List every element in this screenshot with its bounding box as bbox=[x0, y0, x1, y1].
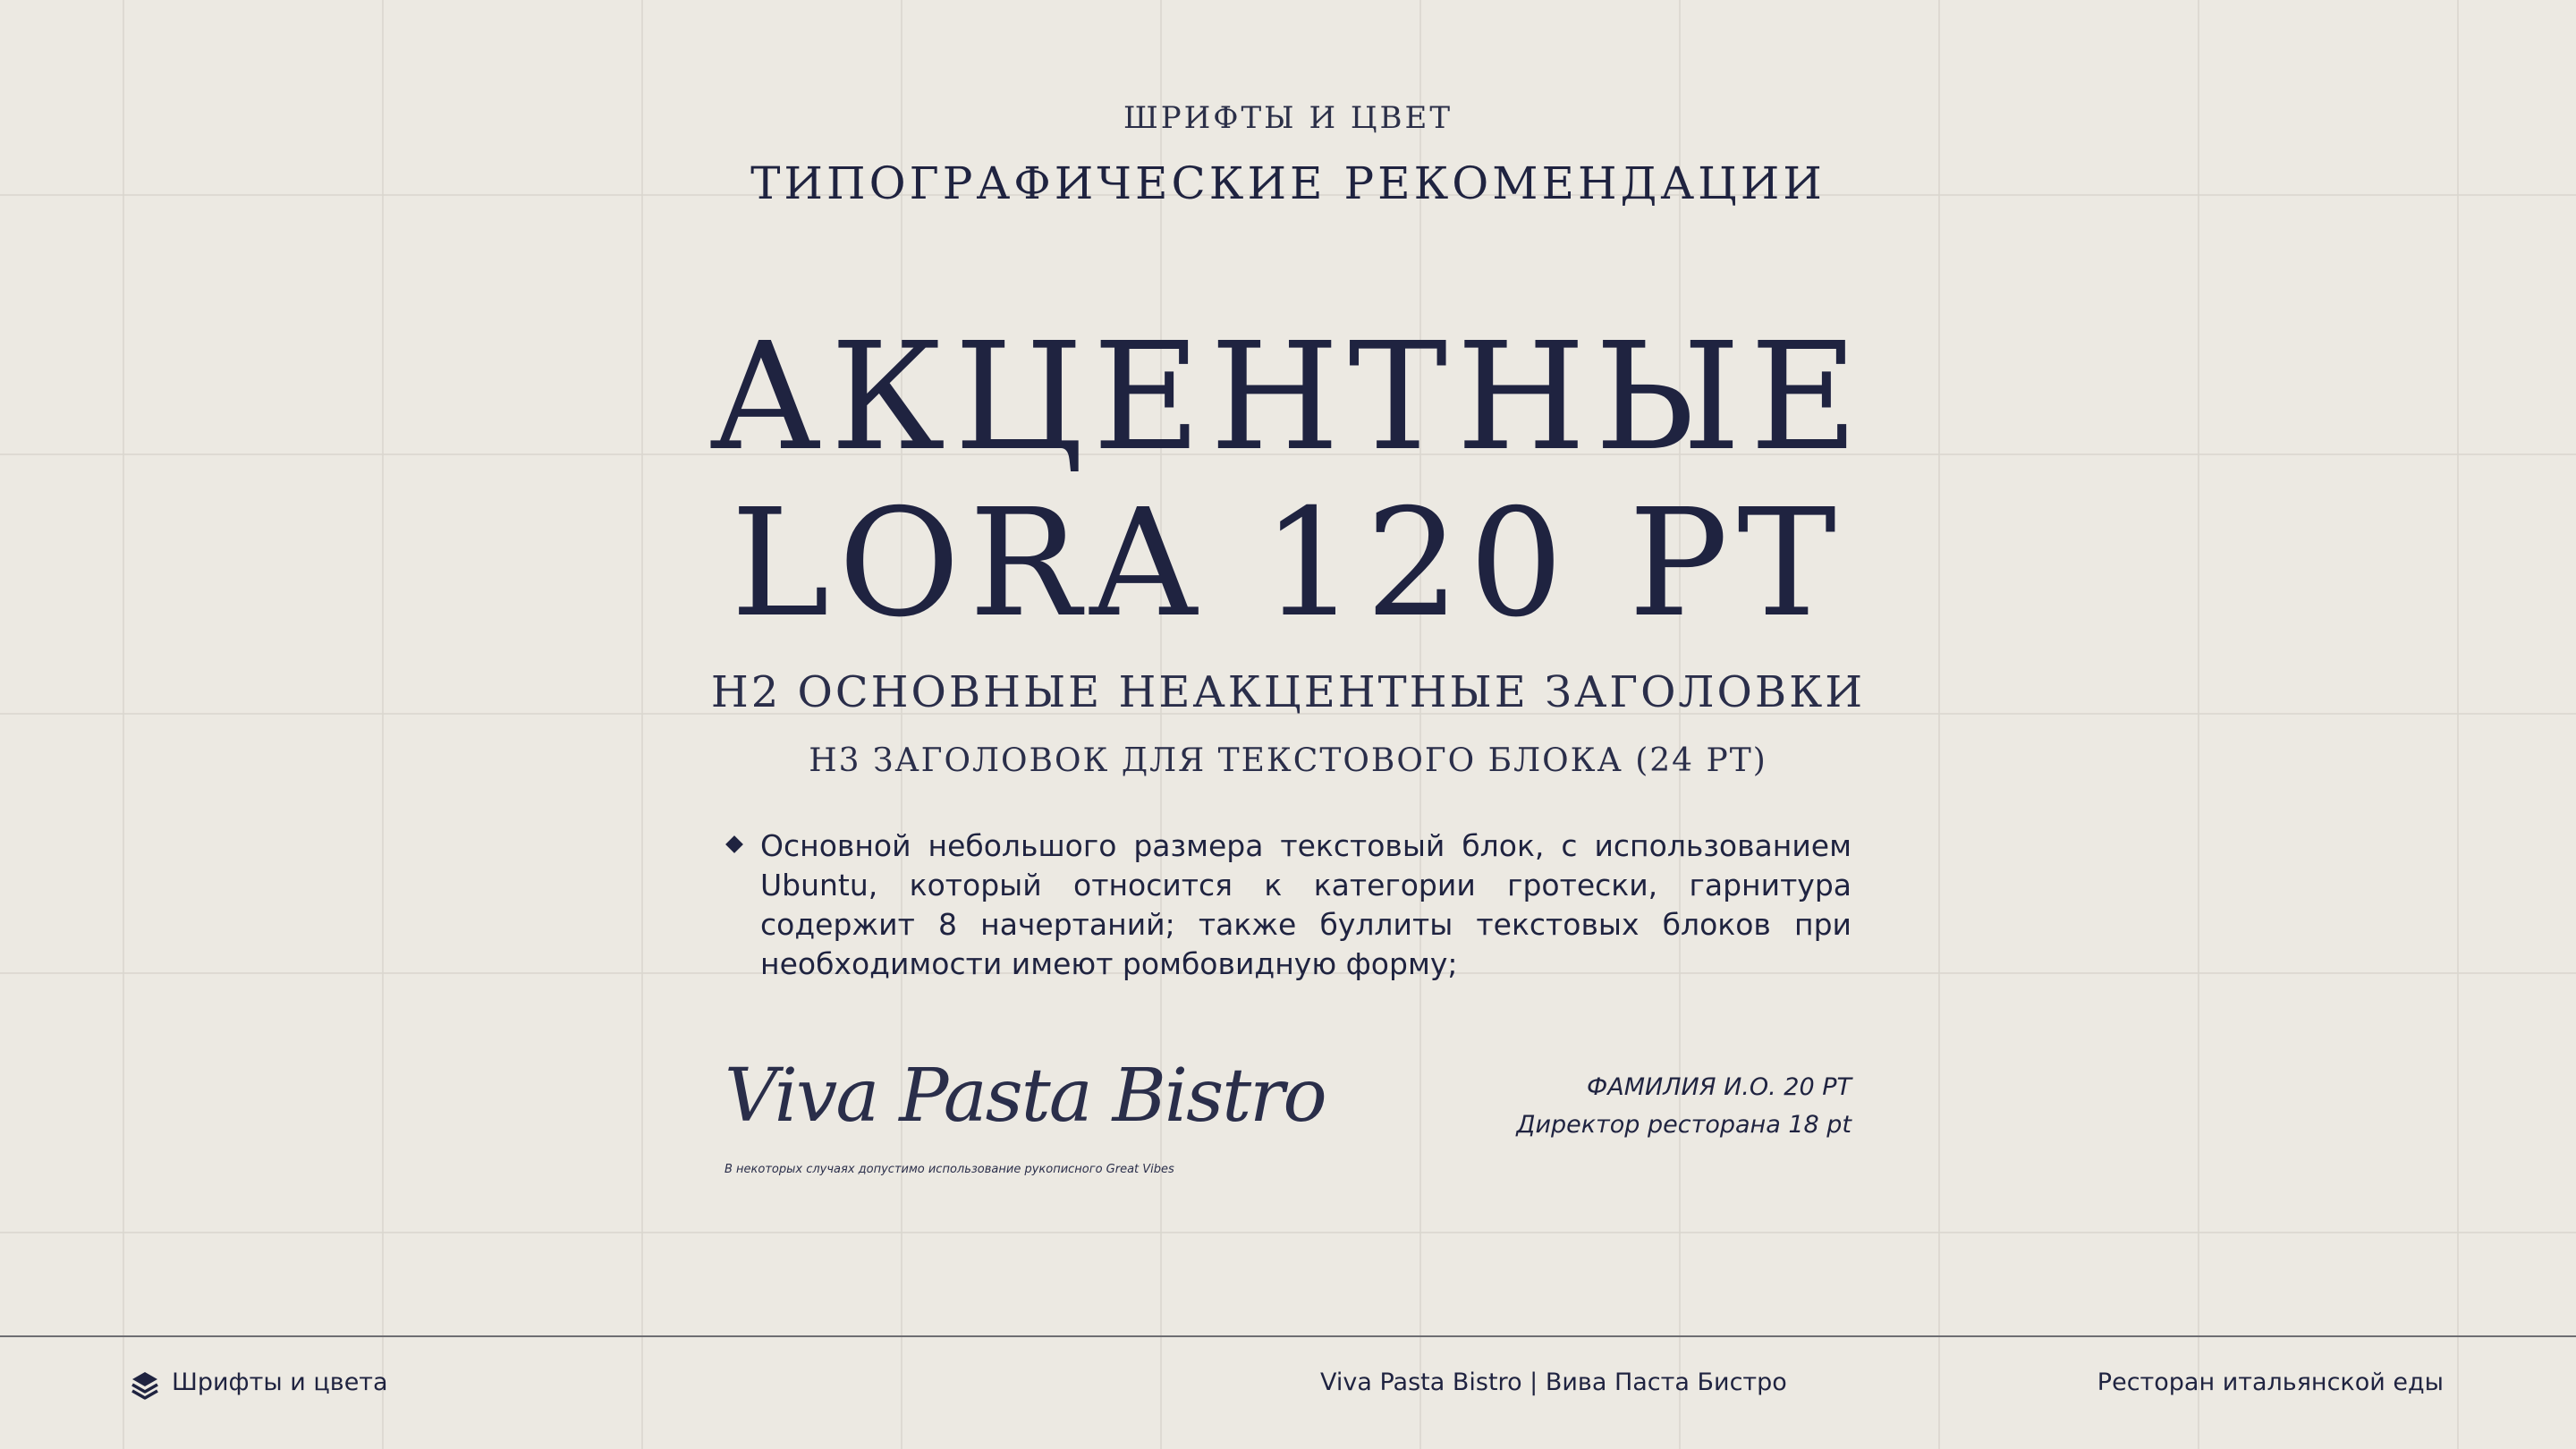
body-text-sample: Основной небольшого размера текстовый блок, с использованием Ubuntu, который относится к категории гротески, гарнитура содержит 8 начертаний; также буллиты текстовых блоков при необходимости имеют ромбовидную форму; bbox=[760, 828, 1852, 981]
footer-tagline: Ресторан итальянской еды bbox=[2097, 1368, 2444, 1396]
h2-sample: H2 ОСНОВНЫЕ НЕАКЦЕНТНЫЕ ЗАГОЛОВКИ bbox=[710, 667, 1866, 717]
h3-sample: H3 ЗАГОЛОВОК ДЛЯ ТЕКСТОВОГО БЛОКА (24 PT) bbox=[809, 742, 1767, 779]
signature-name: ФАМИЛИЯ И.О. 20 PT bbox=[1587, 1073, 1852, 1101]
footer-divider bbox=[0, 1335, 2576, 1337]
page-title: ТИПОГРАФИЧЕСКИЕ РЕКОМЕНДАЦИИ bbox=[750, 157, 1826, 209]
layers-icon bbox=[131, 1370, 159, 1401]
script-note: В некоторых случаях допустимо использование рукописного Great Vibes bbox=[724, 1163, 1174, 1176]
footer-brand: Viva Pasta Bistro | Вива Паста Бистро bbox=[1320, 1368, 1787, 1396]
display-heading-line-1: АКЦЕНТНЫЕ bbox=[708, 311, 1868, 484]
signature-role: Директор ресторана 18 pt bbox=[1516, 1111, 1852, 1139]
section-eyebrow: ШРИФТЫ И ЦВЕТ bbox=[1123, 100, 1453, 136]
display-heading-line-2: LORA 120 PT bbox=[731, 478, 1845, 650]
footer-section-label: Шрифты и цвета bbox=[172, 1368, 388, 1396]
display-heading bbox=[0, 311, 2576, 650]
diamond-bullet-icon bbox=[725, 835, 743, 853]
script-logo: Viva Pasta Bistro bbox=[724, 1054, 1326, 1139]
